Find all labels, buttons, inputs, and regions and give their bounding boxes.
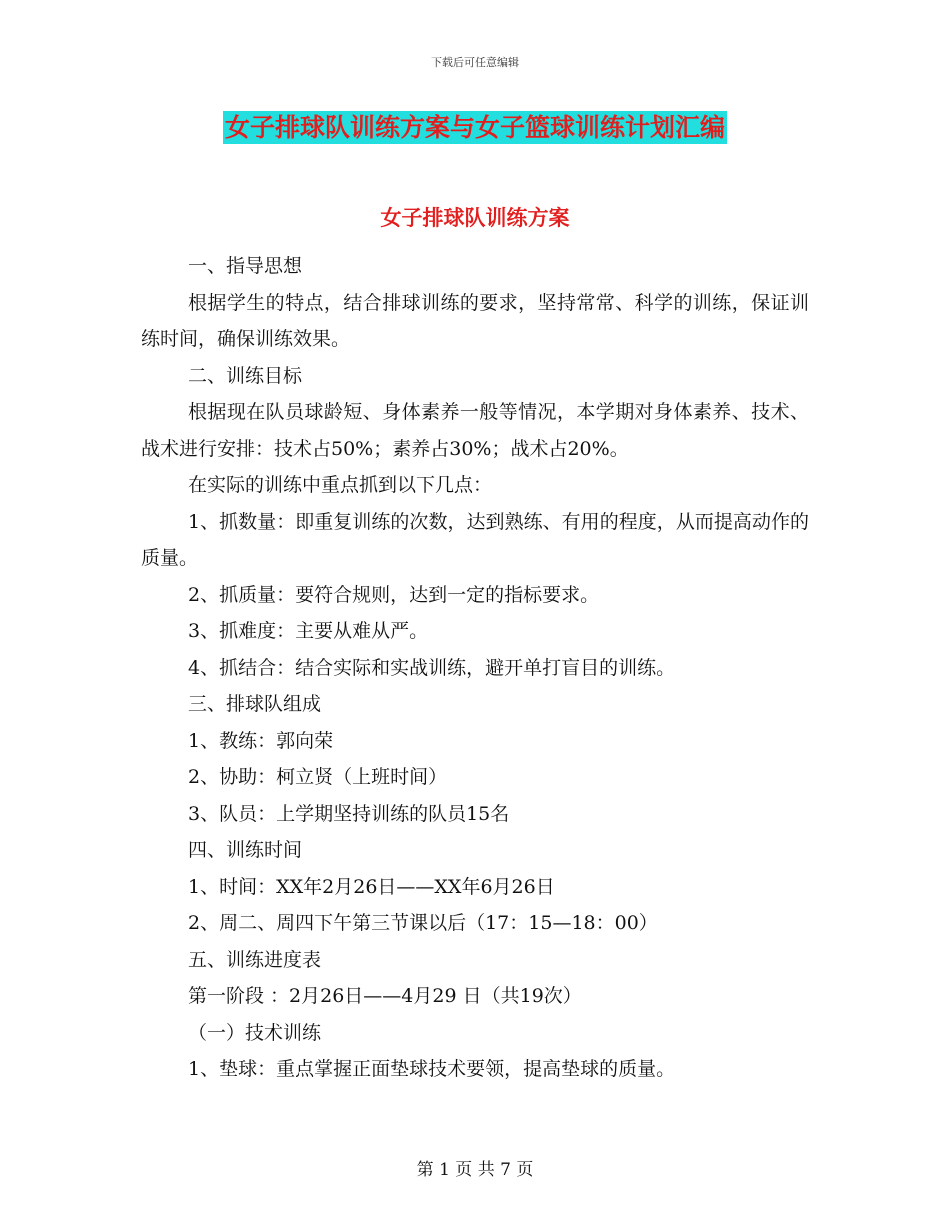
list-item: 2、协助：柯立贤（上班时间） [188, 766, 448, 788]
list-item: 1、垫球：重点掌握正面垫球技术要领，提高垫球的质量。 [188, 1058, 676, 1080]
heading-training-schedule: 五、训练进度表 [188, 948, 322, 971]
heading-team-composition: 三、排球队组成 [188, 693, 322, 715]
header-note: 下载后可任意编辑 [431, 56, 519, 69]
list-item: 3、队员：上学期坚持训练的队员15名 [188, 802, 510, 825]
list-item: 2、抓质量：要符合规则，达到一定的指标要求。 [188, 583, 600, 606]
paragraph: 第一阶段 ：2月26日——4月29 日（共19次） [188, 985, 582, 1007]
list-item: 4、抓结合：结合实际和实战训练，避开单打盲目的训练。 [188, 656, 676, 679]
document-body [141, 248, 809, 1088]
list-item: 2、周二、周四下午第三节课以后（17：15—18：00） [188, 912, 658, 934]
list-item: 1、教练：郭向荣 [188, 729, 334, 752]
heading-guiding-idea: 一、指导思想 [188, 255, 303, 277]
heading-training-time: 四、训练时间 [188, 839, 303, 861]
document-title [0, 110, 950, 149]
paragraph: 根据现在队员球龄短、身体素养一般等情况，本学期对身体素养、技术、战术进行安排：技术占50%；素养占30%；战术占20%。 [141, 401, 809, 460]
list-item: 1、时间：XX年2月26日——XX年6月26日 [188, 875, 555, 898]
page-footer: 第 1 页 共 7 页 [416, 1160, 534, 1180]
list-item: 3、抓难度：主要从难从严。 [188, 620, 429, 642]
paragraph: 根据学生的特点，结合排球训练的要求，坚持常常、科学的训练，保证训练时间，确保训练效果。 [141, 291, 809, 350]
subheading-technical-training: （一）技术训练 [188, 1021, 322, 1044]
section-title: 女子排球队训练方案 [380, 206, 570, 230]
heading-training-goals: 二、训练目标 [188, 364, 303, 387]
list-item: 1、抓数量：即重复训练的次数，达到熟练、有用的程度，从而提高动作的质量。 [141, 510, 809, 569]
paragraph: 在实际的训练中重点抓到以下几点： [188, 474, 493, 496]
document-title-text: 女子排球队训练方案与女子篮球训练计划汇编 [224, 113, 725, 142]
